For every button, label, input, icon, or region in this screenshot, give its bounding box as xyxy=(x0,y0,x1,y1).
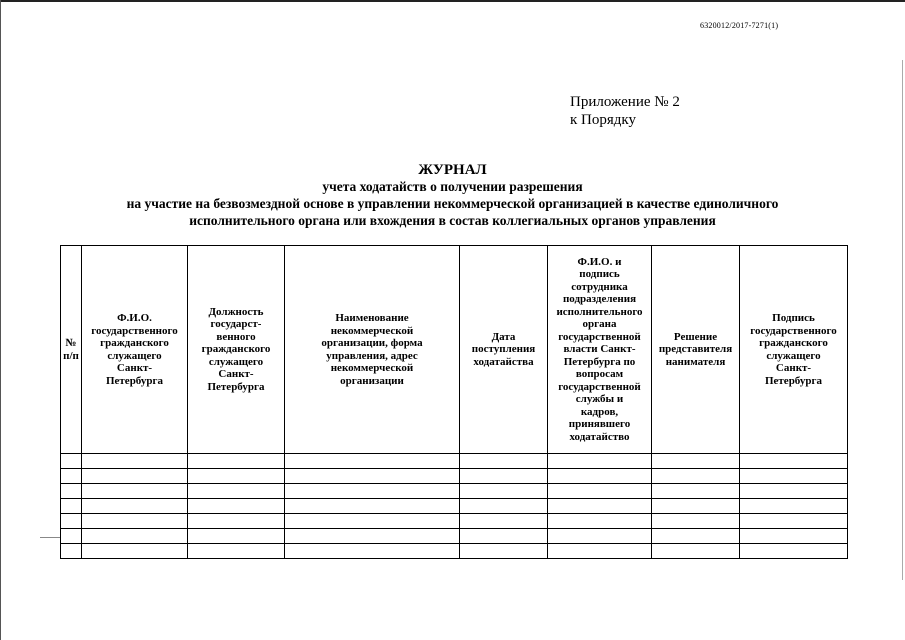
column-header-3 xyxy=(188,246,285,454)
table-cell xyxy=(548,469,652,484)
column-header-2 xyxy=(82,246,188,454)
column-header-line: власти Санкт- xyxy=(563,343,636,356)
table-cell xyxy=(548,499,652,514)
table-row xyxy=(61,544,848,559)
column-header-line: Петербурга xyxy=(207,380,265,393)
column-header-line: некоммерческой xyxy=(330,324,414,337)
column-header-6 xyxy=(548,246,652,454)
table-cell xyxy=(652,499,740,514)
column-header-line: Петербурга xyxy=(764,374,823,387)
column-header-line: Санкт- xyxy=(116,362,153,374)
scan-border-top xyxy=(0,0,905,2)
column-header-line: п/п xyxy=(63,349,79,362)
column-header-8 xyxy=(740,246,848,454)
table-cell xyxy=(740,544,848,559)
table-cell xyxy=(285,544,460,559)
column-header-line: подразделения xyxy=(562,293,637,306)
table-cell xyxy=(285,514,460,529)
table-cell xyxy=(82,499,188,514)
column-header-line: представителя xyxy=(658,343,733,356)
document-subtitle-line: учета ходатайств о получении разрешения xyxy=(322,179,583,194)
table-cell xyxy=(285,469,460,484)
table-cell xyxy=(460,529,548,544)
table-cell xyxy=(740,514,848,529)
column-header-line: организации, форма xyxy=(321,337,423,349)
column-header-line: вопросам xyxy=(575,368,624,381)
table-cell xyxy=(285,529,460,544)
appendix-note xyxy=(570,93,680,129)
column-header-line: Ф.И.О. и xyxy=(577,255,622,268)
table-cell xyxy=(188,529,285,544)
table-cell xyxy=(82,529,188,544)
table-cell xyxy=(740,484,848,499)
column-header-line: Дата xyxy=(491,330,516,343)
table-cell xyxy=(285,484,460,499)
document-title: ЖУРНАЛ xyxy=(418,162,487,178)
table-cell xyxy=(460,514,548,529)
column-header-line: венного xyxy=(216,330,256,343)
table-cell xyxy=(548,454,652,469)
document-number: 6320012/2017-7271(1) xyxy=(700,21,779,30)
table-cell xyxy=(82,454,188,469)
scan-border-right xyxy=(902,60,903,580)
column-header-line: сотрудника xyxy=(571,280,628,293)
column-header-line: Должность xyxy=(208,305,264,318)
table-cell xyxy=(548,484,652,499)
column-header-line: государст- xyxy=(210,318,262,331)
column-header-line: государственного xyxy=(750,324,837,337)
table-row xyxy=(61,484,848,499)
table-cell xyxy=(652,484,740,499)
table-cell xyxy=(82,469,188,484)
table-cell xyxy=(652,529,740,544)
table-cell xyxy=(740,454,848,469)
column-header-line: принявшего xyxy=(568,418,631,431)
table-cell xyxy=(61,454,82,469)
column-header-line: служащего xyxy=(107,349,162,362)
table-cell xyxy=(460,499,548,514)
table-cell xyxy=(548,544,652,559)
table-cell xyxy=(61,484,82,499)
table-cell xyxy=(188,544,285,559)
table-row xyxy=(61,454,848,469)
column-header-line: Наименование xyxy=(335,312,409,324)
column-header-line: поступления xyxy=(471,343,536,356)
document-subtitle-line: исполнительного органа или вхождения в состав коллегиальных органов управления xyxy=(189,213,716,228)
column-header-5 xyxy=(460,246,548,454)
table-cell xyxy=(460,544,548,559)
appendix-line: к Порядку xyxy=(570,112,636,128)
column-header-line: кадров, xyxy=(580,405,619,418)
table-cell xyxy=(652,454,740,469)
column-header-line: Подпись xyxy=(772,312,815,324)
table-cell xyxy=(740,499,848,514)
column-header-line: гражданского xyxy=(201,343,271,356)
column-header-line: служащего xyxy=(208,355,264,368)
column-header-line: управления, адрес xyxy=(326,349,418,362)
column-header-line: органа xyxy=(582,318,617,331)
table-cell xyxy=(82,514,188,529)
table-cell xyxy=(460,454,548,469)
column-header-line: Ф.И.О. xyxy=(117,312,152,324)
table-cell xyxy=(61,544,82,559)
table-cell xyxy=(188,469,285,484)
table-cell xyxy=(460,484,548,499)
table-row xyxy=(61,499,848,514)
column-header-line: организации xyxy=(340,374,404,387)
scan-border-left xyxy=(0,0,1,640)
table-cell xyxy=(652,469,740,484)
table-row xyxy=(61,469,848,484)
table-row xyxy=(61,529,848,544)
table-cell xyxy=(188,514,285,529)
document-subtitle-line: на участие на безвозмездной основе в управлении некоммерческой организацией в качестве единоличного xyxy=(126,196,779,211)
table-cell xyxy=(82,544,188,559)
table-cell xyxy=(61,499,82,514)
column-header-line: ходатайство xyxy=(569,430,630,443)
table-header-row xyxy=(61,246,848,454)
table-cell xyxy=(548,514,652,529)
table-cell xyxy=(740,469,848,484)
scan-mark xyxy=(40,537,60,538)
column-header-line: нанимателя xyxy=(665,355,726,368)
column-header-line: гражданского xyxy=(759,337,828,349)
column-header-line: служащего xyxy=(766,349,821,362)
table-cell xyxy=(548,529,652,544)
table-body xyxy=(61,454,848,559)
journal-table xyxy=(60,245,848,559)
table-cell xyxy=(61,514,82,529)
table-cell xyxy=(188,484,285,499)
table-cell xyxy=(740,529,848,544)
table-cell xyxy=(188,454,285,469)
table-cell xyxy=(61,469,82,484)
column-header-4 xyxy=(285,246,460,454)
column-header-line: Петербурга xyxy=(105,374,164,387)
column-header-line: службы и xyxy=(575,393,624,406)
table-cell xyxy=(285,499,460,514)
column-header-line: Санкт- xyxy=(218,368,254,381)
column-header-line: Петербурга по xyxy=(563,355,636,368)
column-header-line: государственной xyxy=(558,330,641,343)
table-cell xyxy=(652,514,740,529)
appendix-line: Приложение № 2 xyxy=(570,94,680,110)
column-header-line: государственной xyxy=(558,380,641,393)
table-cell xyxy=(188,499,285,514)
column-header-line: исполнительного xyxy=(556,305,643,318)
table-cell xyxy=(82,484,188,499)
column-header-1 xyxy=(61,246,82,454)
column-header-line: ходатайства xyxy=(473,355,534,368)
column-header-line: гражданского xyxy=(100,337,169,349)
column-header-line: подпись xyxy=(579,268,620,281)
column-header-line: некоммерческой xyxy=(330,362,414,374)
table-cell xyxy=(652,544,740,559)
column-header-7 xyxy=(652,246,740,454)
column-header-line: Решение xyxy=(673,330,718,343)
table-cell xyxy=(460,469,548,484)
table-row xyxy=(61,514,848,529)
column-header-line: № xyxy=(65,337,77,349)
column-header-line: Санкт- xyxy=(775,362,812,374)
table-cell xyxy=(61,529,82,544)
column-header-line: государственного xyxy=(91,324,178,337)
table-cell xyxy=(285,454,460,469)
